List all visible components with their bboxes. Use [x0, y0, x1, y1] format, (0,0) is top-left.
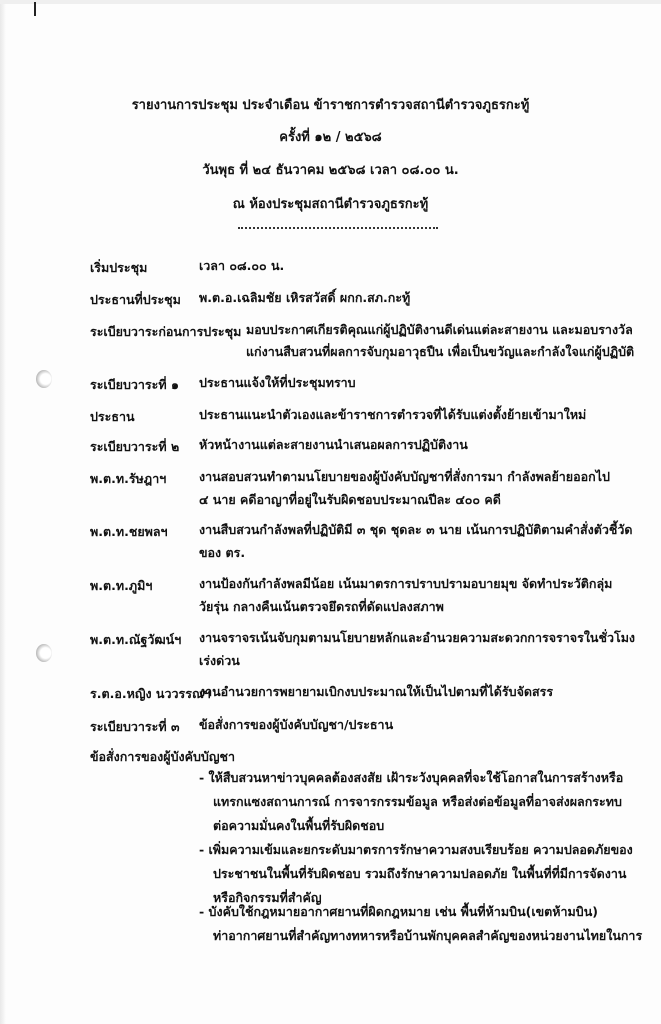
- row-text-chairman: ประธานแนะนำตัวเองและข้าราชการตำรวจที่ได้รับแต่งตั้งย้ายเข้ามาใหม่: [199, 407, 587, 422]
- row-label-agenda-2: ระเบียบวาระที่ ๒: [90, 439, 180, 454]
- row-text-officer-chayapol-2: ของ ตร.: [199, 545, 246, 560]
- row-label-agenda-3: ระเบียบวาระที่ ๓: [90, 719, 180, 734]
- row-text-agenda-1: ประธานแจ้งให้ที่ประชุมทราบ: [199, 375, 356, 390]
- document-title: รายงานการประชุม ประจำเดือน ข้าราชการตำรวจสถานีตำรวจภูธรกะทู้: [131, 98, 530, 113]
- order-line: - บังคับใช้กฎหมายอากาศยานที่ผิดกฎหมาย เช่น พื้นที่ห้ามบิน(เขตห้ามบิน): [199, 904, 598, 919]
- row-text-agenda-2: หัวหน้างานแต่ละสายงานนำเสนอผลการปฏิบัติงาน: [199, 437, 468, 452]
- row-text-officer-ratsada-1: งานสอบสวนทำตามนโยบายของผู้บังคับบัญชาที่สั่งการมา กำลังพลย้ายออกไป: [199, 469, 610, 484]
- staple-mark: [34, 2, 46, 16]
- scan-edge-top: [0, 0, 661, 4]
- row-label-officer-nattawat: พ.ต.ท.ณัฐวัฒน์ฯ: [90, 632, 182, 647]
- row-text-officer-nawawan: งานอำนวยการพยายามเบิกงบประมาณให้เป็นไปตามที่ได้รับจัดสรร: [199, 684, 554, 699]
- orders-heading: ข้อสั่งการของผู้บังคับบัญชา: [90, 749, 235, 764]
- row-label-pre-agenda: ระเบียบวาระก่อนการประชุม: [90, 324, 242, 339]
- order-item: [199, 900, 643, 948]
- order-line: แทรกแซงสถานการณ์ การจารกรรมข้อมูล หรือส่งต่อข้อมูลที่อาจส่งผลกระทบ: [213, 794, 622, 809]
- row-label-chairman: ประธาน: [90, 409, 135, 424]
- row-text-officer-nattawat-2: เร่งด่วน: [199, 653, 240, 668]
- punch-hole-icon: [36, 370, 52, 388]
- order-line: หรือกิจกรรมที่สำคัญ: [213, 890, 322, 905]
- row-text-officer-nattawat-1: งานจราจรเน้นจับกุมตามนโยบายหลักและอำนวยความสะดวกการจราจรในชั่วโมง: [199, 630, 636, 645]
- row-label-officer-phum: พ.ต.ท.ภูมิฯ: [90, 578, 153, 593]
- row-text-officer-phum-2: วัยรุ่น กลางคืนเน้นตรวจยึดรถที่ดัดแปลงสภาพ: [199, 599, 444, 614]
- meeting-datetime: วันพุธ ที่ ๒๔ ธันวาคม ๒๕๖๘ เวลา ๐๘.๐๐ น.: [202, 163, 459, 178]
- row-label-agenda-1: ระเบียบวาระที่ ๑: [90, 377, 179, 392]
- scan-edge-left: [0, 0, 6, 1024]
- order-line: - เพิ่มความเข้มและยกระดับมาตรการรักษาความสงบเรียบร้อย ความปลอดภัยของ: [199, 842, 633, 857]
- row-text-officer-chayapol-1: งานสืบสวนกำลังพลที่ปฏิบัติมี ๓ ชุด ชุดละ ๓ นาย เน้นการปฏิบัติตามคำสั่งตัวชี้วัด: [199, 522, 633, 537]
- order-item: [199, 766, 624, 838]
- row-text-officer-ratsada-2: ๔ นาย คดีอาญาที่อยู่ในรับผิดชอบประมาณปีละ ๔๐๐ คดี: [199, 492, 501, 507]
- row-text-start: เวลา ๐๘.๐๐ น.: [199, 258, 285, 273]
- row-text-chair: พ.ต.อ.เฉลิมชัย เหิรสวัสดิ์ ผกก.สภ.กะทู้: [199, 290, 411, 305]
- row-label-officer-nawawan: ร.ต.อ.หญิง นววรรณฯ: [90, 686, 211, 701]
- order-line: ท่าอากาศยานที่สำคัญทางทหารหรือบ้านพักบุคคลสำคัญของหน่วยงานไทยในการ: [213, 928, 643, 943]
- row-label-chair: ประธานที่ประชุม: [90, 292, 181, 307]
- row-label-officer-chayapol: พ.ต.ท.ชยพลฯ: [90, 524, 168, 539]
- row-label-start: เริ่มประชุม: [90, 260, 148, 275]
- row-text-agenda-3: ข้อสั่งการของผู้บังคับบัญชา/ประธาน: [199, 717, 394, 732]
- meeting-location: ณ ห้องประชุมสถานีตำรวจภูธรกะทู้: [232, 197, 429, 212]
- order-line: ประชาชนในพื้นที่รับผิดชอบ รวมถึงรักษาความปลอดภัย ในพื้นที่ที่มีการจัดงาน: [213, 866, 627, 881]
- row-text-pre-agenda-1: มอบประกาศเกียรติคุณแก่ผู้ปฏิบัติงานดีเด่นแต่ละสายงาน และมอบรางวัล: [246, 322, 633, 337]
- row-text-pre-agenda-2: แก่งานสืบสวนที่ผลการจับกุมอาวุธปืน เพื่อเป็นขวัญและกำลังใจแก่ผู้ปฏิบัติ: [246, 344, 635, 359]
- title-divider: [238, 227, 438, 229]
- order-line: - ให้สืบสวนหาข่าวบุคคลต้องสงสัย เฝ้าระวังบุคคลที่จะใช้โอกาสในการสร้างหรือ: [199, 770, 624, 785]
- row-label-officer-ratsada: พ.ต.ท.รัษฎาฯ: [90, 471, 167, 486]
- order-line: ต่อความมั่นคงในพื้นที่รับผิดชอบ: [213, 818, 385, 833]
- session-number: ครั้งที่ ๑๒ / ๒๕๖๘: [279, 130, 382, 145]
- row-text-officer-phum-1: งานป้องกันกำลังพลมีน้อย เน้นมาตรการปราบปรามอบายมุข จัดทำประวัติกลุ่ม: [199, 576, 613, 591]
- punch-hole-icon: [36, 644, 52, 662]
